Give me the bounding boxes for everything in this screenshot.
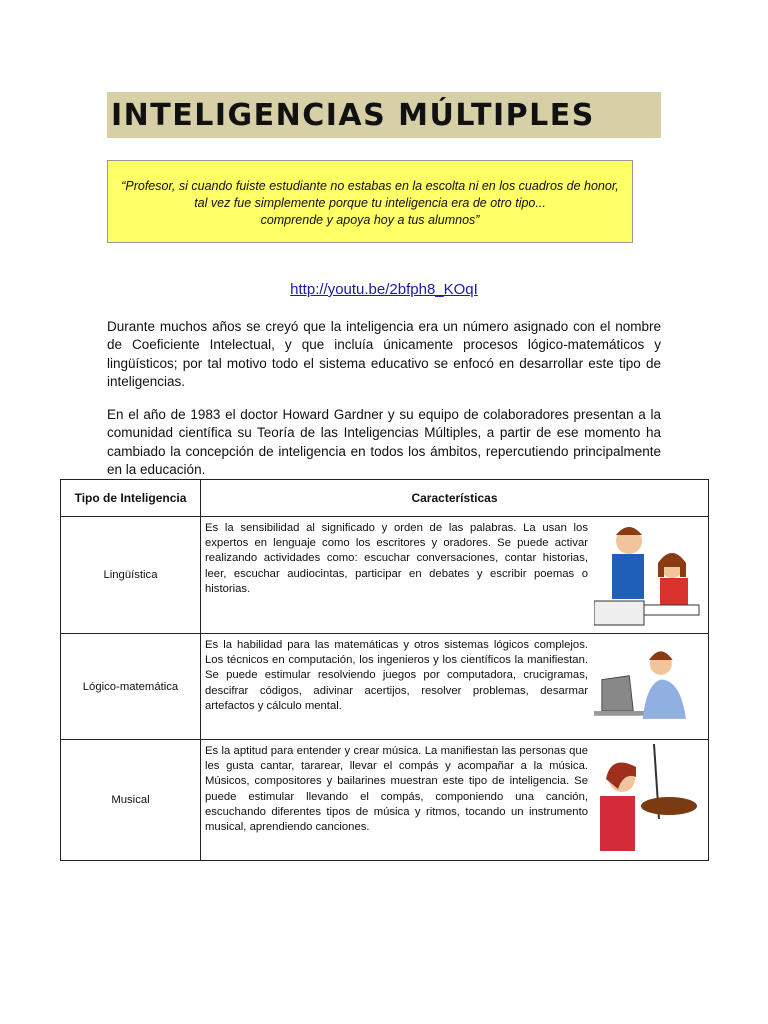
quote-line: comprende y apoya hoy a tus alumnos”	[260, 213, 480, 227]
quote-line: “Profesor, si cuando fuiste estudiante no estabas en la escolta ni en los cuadros de honor,	[121, 179, 619, 193]
table-row	[61, 740, 709, 861]
desc-cell: Es la aptitud para entender y crear música. La manifiestan las personas que les gusta cantar, tararear, llevar el compás y acompañar a la música. Músicos, compositores y bailarines muestran este tipo de inteligencia. Se puede estimular llevando el compás, componiendo una canción, escuchando diferentes tipos de música y ritmos, tocando un instrumento musical, aprendiendo canciones.	[205, 745, 588, 834]
quote-line: tal vez fue simplemente porque tu inteligencia era de otro tipo...	[194, 196, 546, 210]
students-reading-image	[594, 521, 704, 629]
page-title: INTELIGENCIAS MÚLTIPLES	[107, 92, 661, 138]
type-cell: Musical	[61, 740, 201, 861]
header-type: Tipo de Inteligencia	[61, 480, 201, 517]
man-computer-image	[594, 638, 704, 733]
intelligences-table	[60, 479, 709, 861]
desc-cell: Es la habilidad para las matemáticas y otros sistemas lógicos complejos. Los técnicos en computación, los ingenieros y los científicos la manifiestan. Se puede estimular resolviendo juegos por computadora, crucigramas, descifrar códigos, adivinar acertijos, resolver problemas, desarmar artefactos y cálculo mental.	[205, 639, 588, 712]
paragraph-intro: Durante muchos años se creyó que la inteligencia era un número asignado con el nombre de Coeficiente Intelectual, y que incluía únicamente procesos lógico-matemáticos y lingüísticos; por tal motivo todo el sistema educativo se enfocó en desarrollar este tipo de inteligencias.	[107, 319, 661, 389]
paragraph-gardner: En el año de 1983 el doctor Howard Gardner y su equipo de colaboradores presentan a la comunidad científica su Teoría de las Inteligencias Múltiples, a partir de ese momento ha cambiado la concepción de inteligencia en todos los ámbitos, repercutiendo principalmente en la educación.	[107, 407, 661, 477]
table-header-row	[61, 480, 709, 517]
youtube-link[interactable]: http://youtu.be/2bfph8_KOqI	[290, 281, 478, 298]
girl-violin-image	[594, 744, 704, 856]
table-row	[61, 634, 709, 740]
desc-cell: Es la sensibilidad al significado y orden de las palabras. La usan los expertos en lenguaje como los escritores y oradores. Se puede activar realizando actividades como: escuchar conversaciones, contar historias, leer, escuchar audiocintas, participar en debates y escribir poemas o historias.	[205, 522, 588, 595]
table-row	[61, 517, 709, 634]
type-cell: Lingüística	[61, 517, 201, 634]
header-characteristics: Características	[201, 480, 709, 517]
quote-box	[107, 160, 633, 243]
type-cell: Lógico-matemática	[61, 634, 201, 740]
